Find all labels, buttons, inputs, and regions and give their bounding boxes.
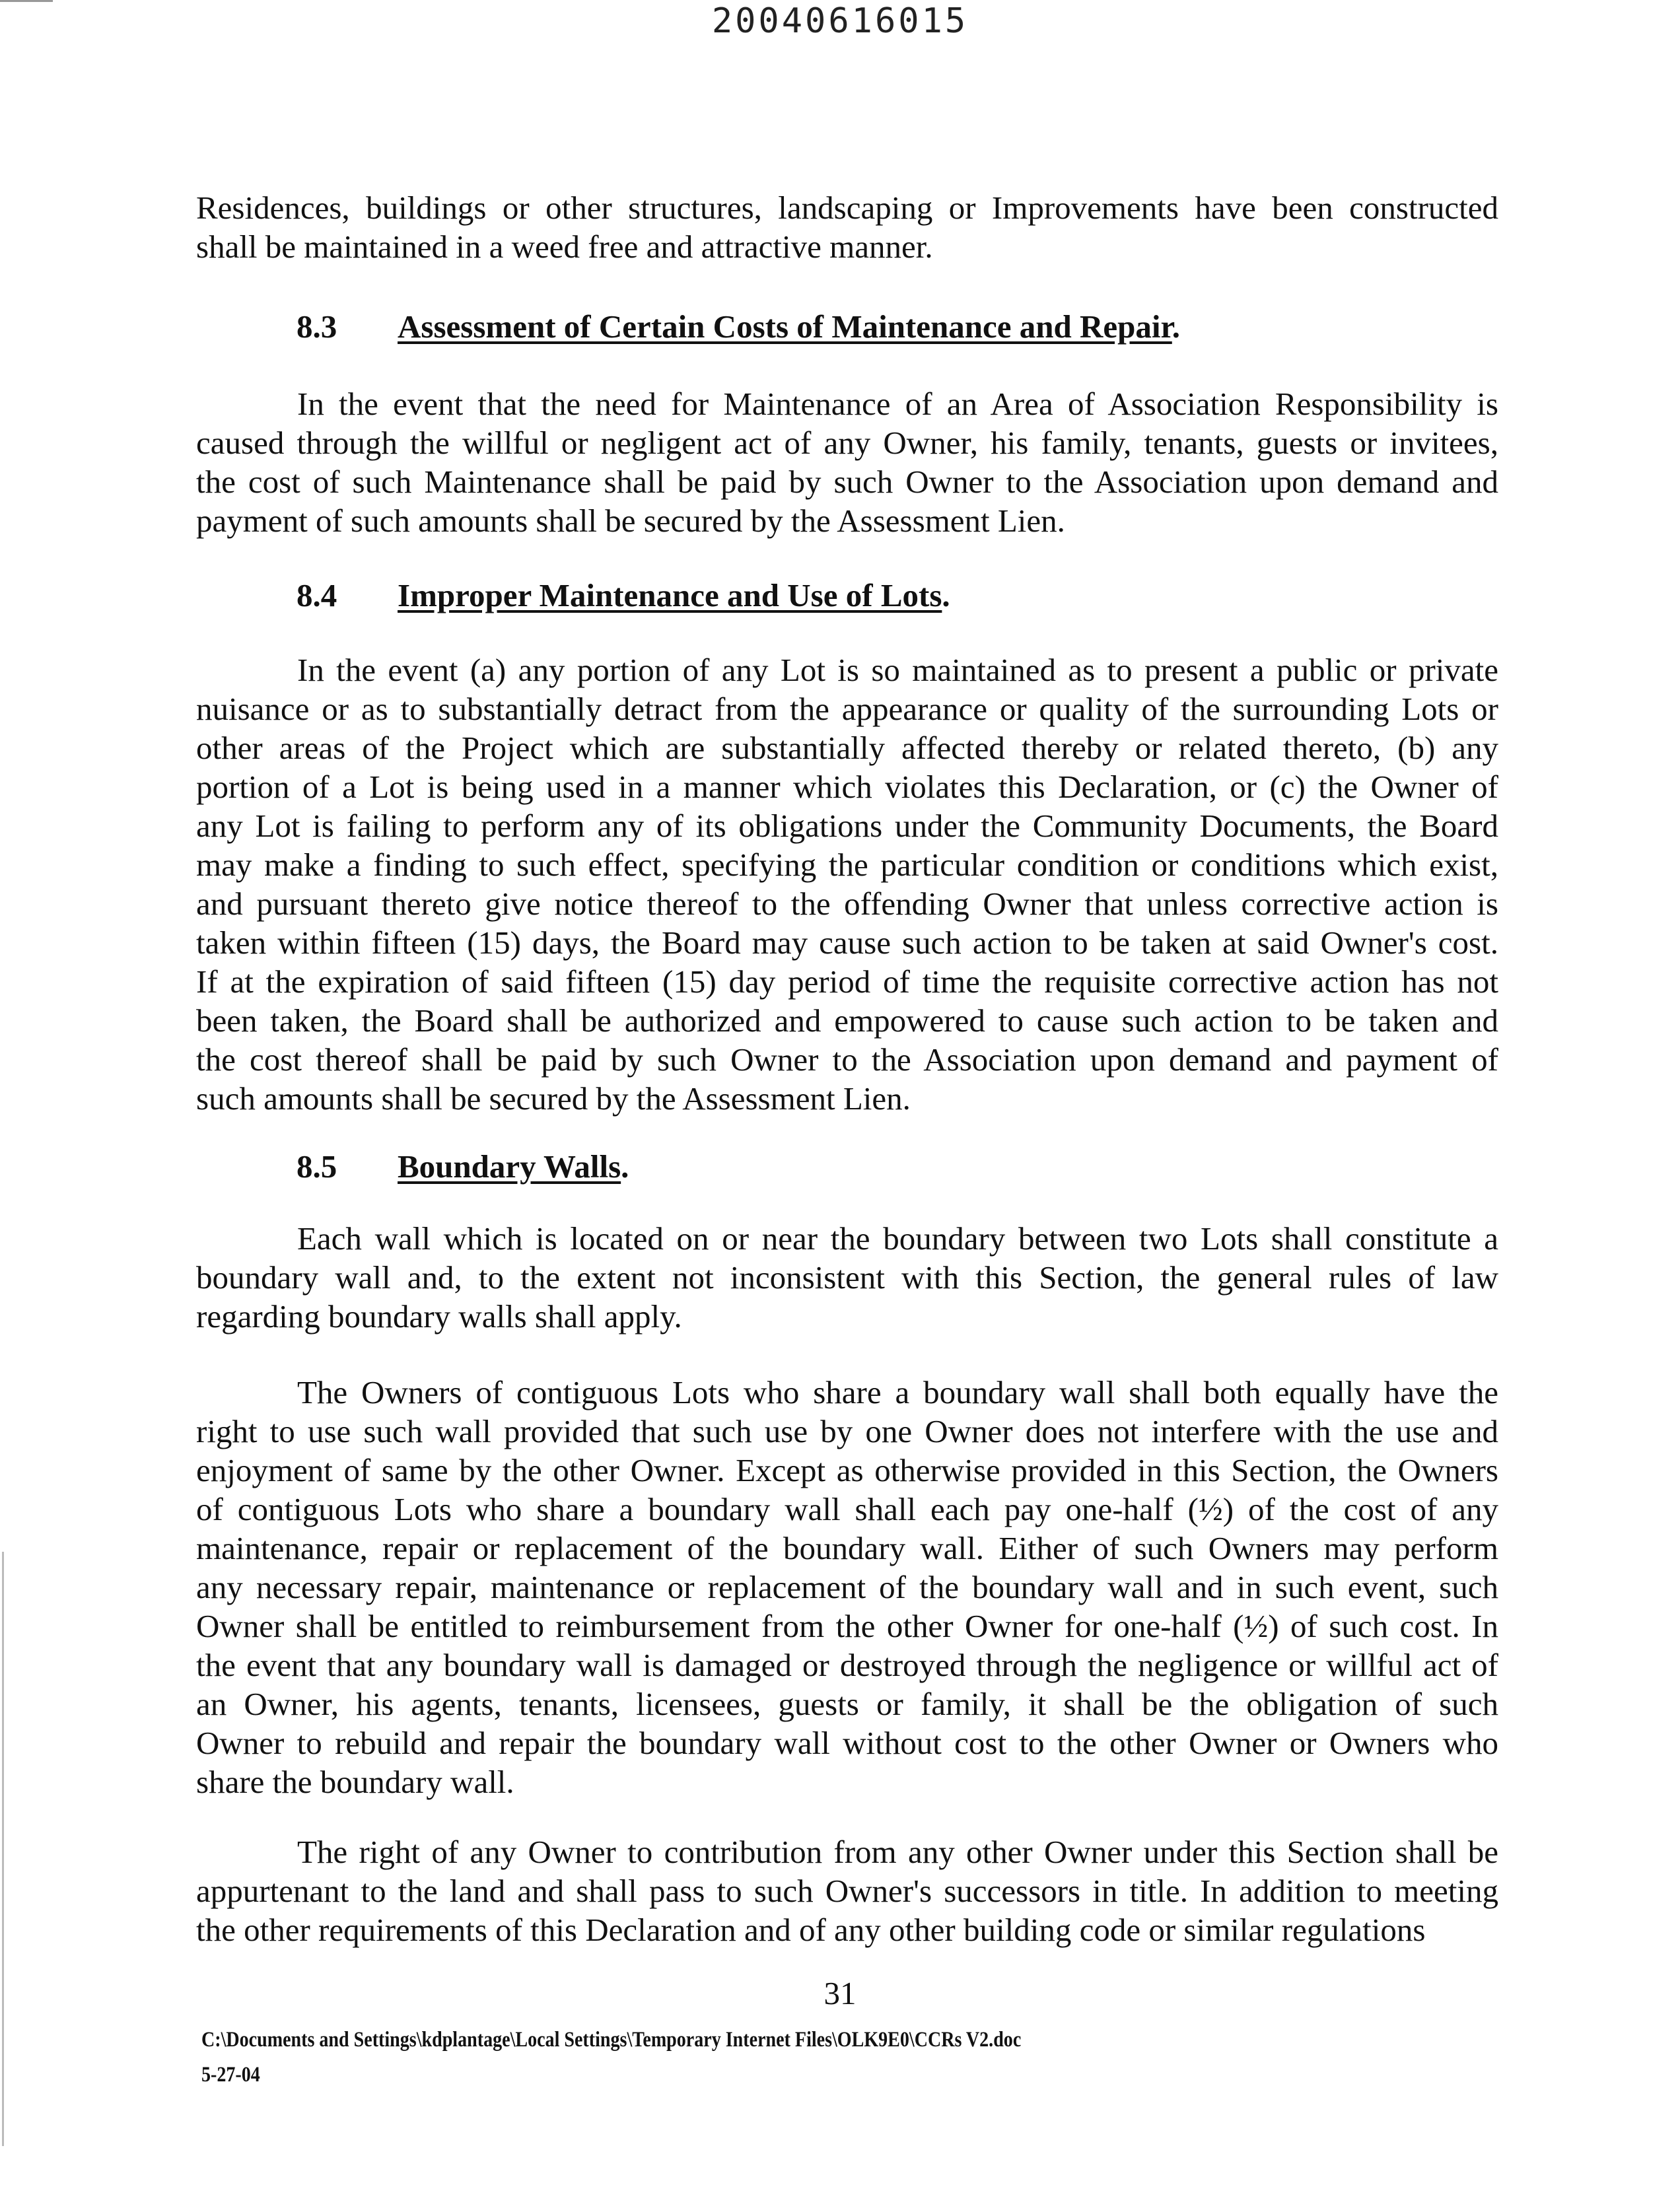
text-line: portion of a Lot is being used in a manner which violates this Declaration, or (c) the Owner of: [196, 769, 1498, 805]
section-heading-8-5: [297, 1147, 629, 1186]
text-line: The Owners of contiguous Lots who share a boundary wall shall both equally have the: [297, 1374, 1498, 1410]
section-heading-8-3: [297, 307, 1180, 346]
text-line: may make a finding to such effect, specifying the particular condition or conditions which exist,: [196, 847, 1498, 883]
section-title: Boundary Walls: [398, 1148, 621, 1185]
paragraph-8-5-a: [196, 1219, 1498, 1336]
text-line: other areas of the Project which are substantially affected thereby or related thereto, (b) any: [196, 730, 1498, 766]
text-line: maintenance, repair or replacement of the boundary wall. Either of such Owners may perform: [196, 1530, 1498, 1566]
text-line: the event that any boundary wall is damaged or destroyed through the negligence or willful act of: [196, 1647, 1498, 1683]
paragraph-8-5-c: [196, 1832, 1498, 1949]
text-line: the cost thereof shall be paid by such Owner to the Association upon demand and payment of: [196, 1041, 1498, 1078]
section-number: 8.4: [297, 577, 337, 613]
text-line: Residences, buildings or other structures, landscaping or Improvements have been constructed: [196, 190, 1498, 226]
text-line: the other requirements of this Declaration and of any other building code or similar regulations: [196, 1912, 1426, 1948]
text-line: an Owner, his agents, tenants, licensees, guests or family, it shall be the obligation of such: [196, 1686, 1498, 1722]
text-line: payment of such amounts shall be secured by the Assessment Lien.: [196, 503, 1065, 539]
text-line: enjoyment of same by the other Owner. Except as otherwise provided in this Section, the Owners: [196, 1452, 1498, 1488]
text-line: Owner to rebuild and repair the boundary wall without cost to the other Owner or Owners who: [196, 1725, 1498, 1761]
text-line: In the event that the need for Maintenance of an Area of Association Responsibility is: [297, 386, 1498, 422]
scan-edge-mark: [2, 1552, 4, 2146]
text-line: any Lot is failing to perform any of its obligations under the Community Documents, the Board: [196, 808, 1498, 844]
text-line: If at the expiration of said fifteen (15) day period of time the requisite corrective action has not: [196, 963, 1498, 1000]
section-heading-8-4: [297, 576, 950, 615]
text-line: and pursuant thereto give notice thereof to the offending Owner that unless corrective action is: [196, 885, 1498, 922]
paragraph-continuation: [196, 188, 1498, 266]
text-line: been taken, the Board shall be authorized and empowered to cause such action to be taken and: [196, 1002, 1498, 1039]
section-punct: .: [621, 1148, 629, 1185]
text-line: Owner shall be entitled to reimbursement from the other Owner for one-half (½) of such cost. In: [196, 1608, 1498, 1644]
page-number: 31: [823, 1975, 857, 2011]
paragraph-8-4: [196, 650, 1498, 1118]
text-line: caused through the willful or negligent act of any Owner, his family, tenants, guests or invitees,: [196, 425, 1498, 461]
text-line: of contiguous Lots who share a boundary wall shall each pay one-half (½) of the cost of any: [196, 1491, 1498, 1527]
text-line: nuisance or as to substantially detract from the appearance or quality of the surrounding Lots or: [196, 691, 1498, 727]
section-punct: .: [942, 577, 950, 613]
text-line: the cost of such Maintenance shall be paid by such Owner to the Association upon demand and: [196, 464, 1498, 500]
document-number: 20040616015: [711, 1, 969, 41]
text-line: any necessary repair, maintenance or replacement of the boundary wall and in such event, such: [196, 1569, 1498, 1605]
section-title: Improper Maintenance and Use of Lots: [398, 577, 942, 613]
text-line: shall be maintained in a weed free and attractive manner.: [196, 228, 933, 265]
text-line: regarding boundary walls shall apply.: [196, 1298, 682, 1335]
footer-file-path: C:\Documents and Settings\kdplantage\Local Settings\Temporary Internet Files\OLK9E0\CCRs V2.doc: [201, 2028, 1022, 2052]
text-line: In the event (a) any portion of any Lot is so maintained as to present a public or private: [297, 652, 1498, 688]
footer-date: 5-27-04: [201, 2063, 260, 2087]
text-line: taken within fifteen (15) days, the Board may cause such action to be taken at said Owner's cost.: [196, 924, 1498, 961]
section-number: 8.5: [297, 1148, 337, 1185]
paragraph-8-5-b: [196, 1373, 1498, 1801]
text-line: The right of any Owner to contribution from any other Owner under this Section shall be: [297, 1834, 1498, 1870]
section-number: 8.3: [297, 308, 337, 345]
text-line: Each wall which is located on or near the boundary between two Lots shall constitute a: [297, 1220, 1498, 1257]
text-line: appurtenant to the land and shall pass to such Owner's successors in title. In addition to meeting: [196, 1873, 1498, 1909]
text-line: right to use such wall provided that such use by one Owner does not interfere with the use and: [196, 1413, 1498, 1449]
section-punct: .: [1172, 308, 1181, 345]
text-line: share the boundary wall.: [196, 1764, 514, 1800]
section-title: Assessment of Certain Costs of Maintenance and Repair: [398, 308, 1172, 345]
text-line: boundary wall and, to the extent not inconsistent with this Section, the general rules of law: [196, 1259, 1498, 1296]
paragraph-8-3: [196, 384, 1498, 540]
text-line: such amounts shall be secured by the Assessment Lien.: [196, 1080, 911, 1117]
